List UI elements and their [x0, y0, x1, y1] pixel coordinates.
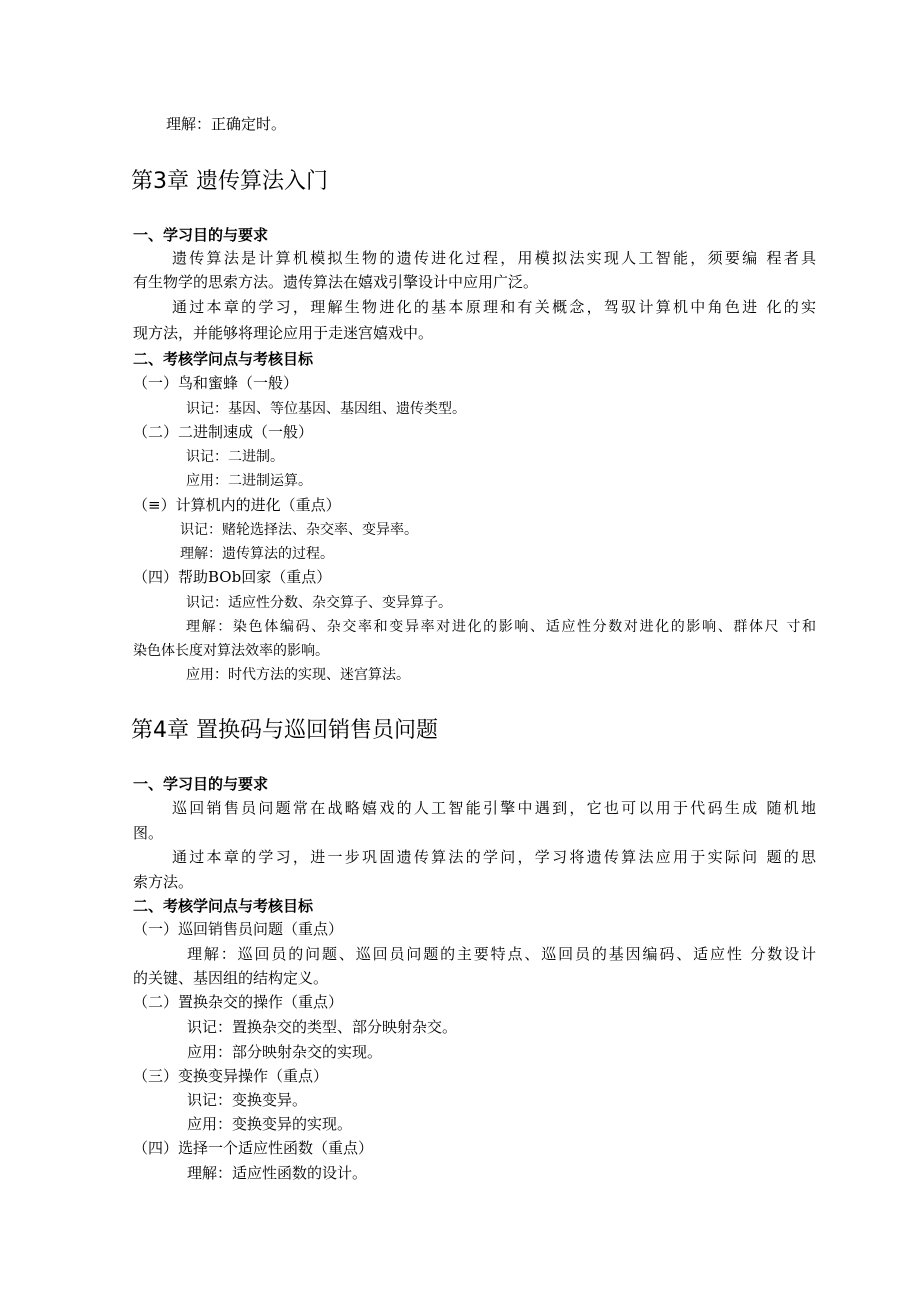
- ch4-item-3: （三）变换变异操作（重点）: [133, 1067, 329, 1085]
- ch4-paragraph-2-line-1: 通过本章的学习，进一步巩固遗传算法的学问，学习将遗传算法应用于实际问 题的思: [172, 848, 816, 866]
- ch3-item-4-apply: 应用：时代方法的实现、迷宫算法。: [186, 667, 410, 683]
- ch4-item-1-understand-line-2: 的关键、基因组的结构定义。: [133, 969, 329, 987]
- ch3-paragraph-1-line-2: 有生物学的思索方法。遗传算法在嬉戏引擎设计中应用广泛。: [133, 273, 539, 291]
- intro-line: 理解：正确定时。: [166, 115, 287, 133]
- ch3-item-2-recall: 识记：二进制。: [186, 449, 284, 465]
- ch4-item-4: （四）选择一个适应性函数（重点）: [133, 1139, 374, 1157]
- ch3-item-3-recall: 识记：赌轮选择法、杂交率、变异率。: [180, 522, 418, 538]
- chapter-3-title: 第3章 遗传算法入门: [131, 169, 328, 194]
- ch4-paragraph-1-line-1: 巡回销售员问题常在战略嬉戏的人工智能引擎中遇到，它也可以用于代码生成 随机地: [172, 799, 816, 817]
- ch3-item-4-recall: 识记：适应性分数、杂交算子、变异算子。: [186, 595, 452, 611]
- ch3-item-4-understand-line-1: 理解：染色体编码、杂交率和变异率对进化的影响、适应性分数对进化的影响、群体尺 寸和: [186, 619, 816, 635]
- ch4-paragraph-1-line-2: 图。: [133, 824, 164, 842]
- ch3-item-2: （二）二进制速成（一般）: [133, 423, 314, 441]
- ch4-item-2-recall: 识记：置换杂交的类型、部分映射杂交。: [187, 1018, 458, 1036]
- ch4-paragraph-2-line-2: 索方法。: [133, 873, 194, 891]
- ch4-item-4-understand: 理解：适应性函数的设计。: [187, 1164, 368, 1182]
- ch4-item-1: （一）巡回销售员问题（重点）: [133, 920, 344, 938]
- ch4-item-3-apply: 应用：变换变异的实现。: [187, 1115, 353, 1133]
- ch3-item-1: （一）鸟和蜜蜂（一般）: [133, 374, 299, 392]
- ch3-paragraph-2-line-1: 通过本章的学习，理解生物进化的基本原理和有关概念，驾驭计算机中角色进 化的实: [172, 298, 816, 316]
- ch4-item-3-recall: 识记：变换变异。: [187, 1091, 308, 1109]
- ch3-item-4: （四）帮助BOb回家（重点）: [133, 568, 332, 586]
- chapter-4-title: 第4章 置换码与巡回销售员问题: [131, 718, 438, 743]
- ch3-item-3-understand: 理解：遗传算法的过程。: [180, 546, 334, 562]
- ch3-item-3: （≡）计算机内的进化（重点）: [133, 496, 341, 514]
- ch4-item-1-understand-line-1: 理解：巡回员的问题、巡回员问题的主要特点、巡回员的基因编码、适应性 分数设计: [187, 945, 816, 963]
- ch3-paragraph-1-line-1: 遗传算法是计算机模拟生物的遗传进化过程，用模拟法实现人工智能，须要编 程者具: [172, 249, 816, 267]
- ch4-item-2-apply: 应用：部分映射杂交的实现。: [187, 1043, 383, 1061]
- ch3-section-2-heading: 二、考核学问点与考核目标: [133, 350, 314, 368]
- ch3-section-1-heading: 一、学习目的与要求: [133, 226, 269, 244]
- ch3-paragraph-2-line-2: 现方法，并能够将理论应用于走迷宫嬉戏中。: [133, 324, 434, 342]
- ch3-item-4-understand-line-2: 染色体长度对算法效率的影响。: [133, 643, 329, 659]
- ch4-item-2: （二）置换杂交的操作（重点）: [133, 993, 344, 1011]
- ch4-section-2-heading: 二、考核学问点与考核目标: [133, 897, 314, 915]
- ch3-item-1-recall: 识记：基因、等位基因、基因组、遗传类型。: [186, 401, 466, 417]
- ch3-item-2-apply: 应用：二进制运算。: [186, 473, 312, 489]
- ch4-section-1-heading: 一、学习目的与要求: [133, 775, 269, 793]
